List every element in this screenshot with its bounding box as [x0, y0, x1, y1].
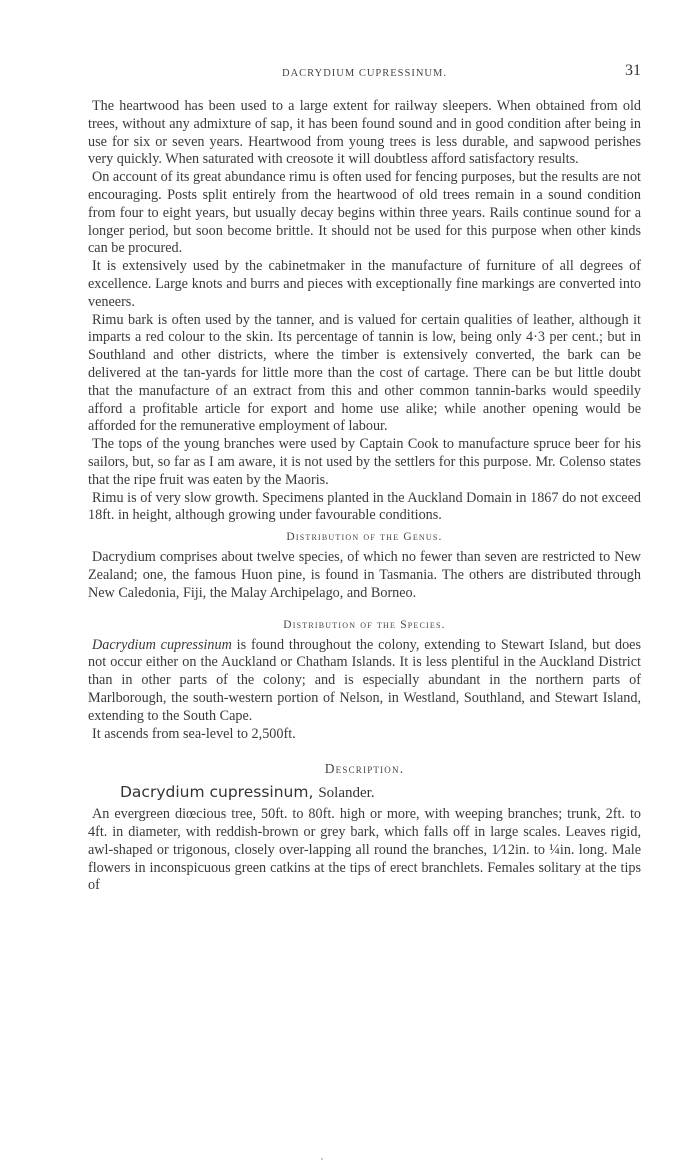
- species-title: [120, 783, 641, 802]
- page-header: [88, 62, 641, 84]
- paragraph-description: An evergreen diœcious tree, 50ft. to 80ft. high or more, with weeping branches; trunk, 2ft. to 4ft. in diameter, with reddish-brown or grey bark, which falls off in large scales. Leaves rigid, awl-shaped or trigonous, closely over-lapping all round the branches, 1⁄12in. to ¼in. long. Male flowers in inconspicuous green catkins at the tips of erect branchlets. Females solitary at the tips of: [88, 806, 641, 894]
- species-title-name: Dacrydium cupressinum,: [120, 783, 314, 802]
- heading-distribution-species: Distribution of the Species.: [283, 618, 446, 631]
- species-authority: Solander.: [318, 785, 375, 802]
- paragraph-distribution-species: [88, 637, 641, 726]
- paragraph-growth-rate: Rimu is of very slow growth. Specimens planted in the Auckland Domain in 1867 do not exceed 18ft. in height, although growing under favourable conditions.: [88, 489, 641, 524]
- scan-speck: [321, 1158, 323, 1160]
- distribution-species-text: is found throughout the colony, extending to Stewart Island, but does not occur either on the Auckland or Chatham Islands. It is less plentiful in the Auckland District than in other parts of the colony; and is especially abundant in the northern parts of Marlborough, the south-western portion of Nelson, in Westland, Southland, and Stewart Island, extending to the South Cape.: [88, 636, 641, 724]
- paragraph-fencing: On account of its great abundance rimu is often used for fencing purposes, but the results are not encouraging. Posts split entirely from the heartwood of old trees remain in a sound condition from four to eight years, but usually decay begins within three years. Rails continue sound for a longer period, but soon become brittle. It should not be used for this purpose when other kinds can be procured.: [88, 169, 641, 257]
- page-body: [88, 98, 641, 895]
- page-number: 31: [625, 62, 641, 79]
- paragraph-railway-sleepers: The heartwood has been used to a large extent for railway sleepers. When obtained from old trees, without any admixture of sap, it has been found sound and in good condition after being in use for six or seven years. Heartwood from young trees is less durable, and sapwood perishes very quickly. When saturated with creosote it will doubtless afford satisfactory results.: [88, 98, 641, 168]
- paragraph-distribution-genus: Dacrydium comprises about twelve species, of which no fewer than seven are restricted to New Zealand; one, the famous Huon pine, is found in Tasmania. The others are distributed through New Caledonia, Fiji, the Malay Archipelago, and Borneo.: [88, 549, 641, 601]
- species-name-italic: Dacrydium cupressinum: [92, 636, 232, 653]
- heading-distribution-genus: Distribution of the Genus.: [286, 531, 443, 544]
- heading-description: Description.: [324, 761, 405, 777]
- paragraph-tanning-bark: Rimu bark is often used by the tanner, and is valued for certain qualities of leather, although it imparts a red colour to the skin. Its percentage of tannin is low, being only 4·3 per cent.; but in Southland and other districts, where the timber is extensively converted, the bark can be delivered at the tan-yards for little more than the cost of cartage. There can be but little doubt that the manufacture of an extract from this and other common tannin-barks would speedily afford a profitable article for export and home use alike; while another opening would be afforded for the remunerative employment of labour.: [88, 311, 641, 435]
- running-title: DACRYDIUM CUPRESSINUM.: [282, 68, 447, 79]
- paragraph-spruce-beer: The tops of the young branches were used by Captain Cook to manufacture spruce beer for his sailors, but, so far as I am aware, it is not used by the settlers for this purpose. Mr. Colenso states that the ripe fruit was eaten by the Maoris.: [88, 436, 641, 488]
- paragraph-altitude: It ascends from sea-level to 2,500ft.: [92, 725, 296, 742]
- paragraph-cabinetmaking: It is extensively used by the cabinetmaker in the manufacture of furniture of all degrees of excellence. Large knots and burrs and pieces with exceptionally fine markings are converted into veneers.: [88, 258, 641, 310]
